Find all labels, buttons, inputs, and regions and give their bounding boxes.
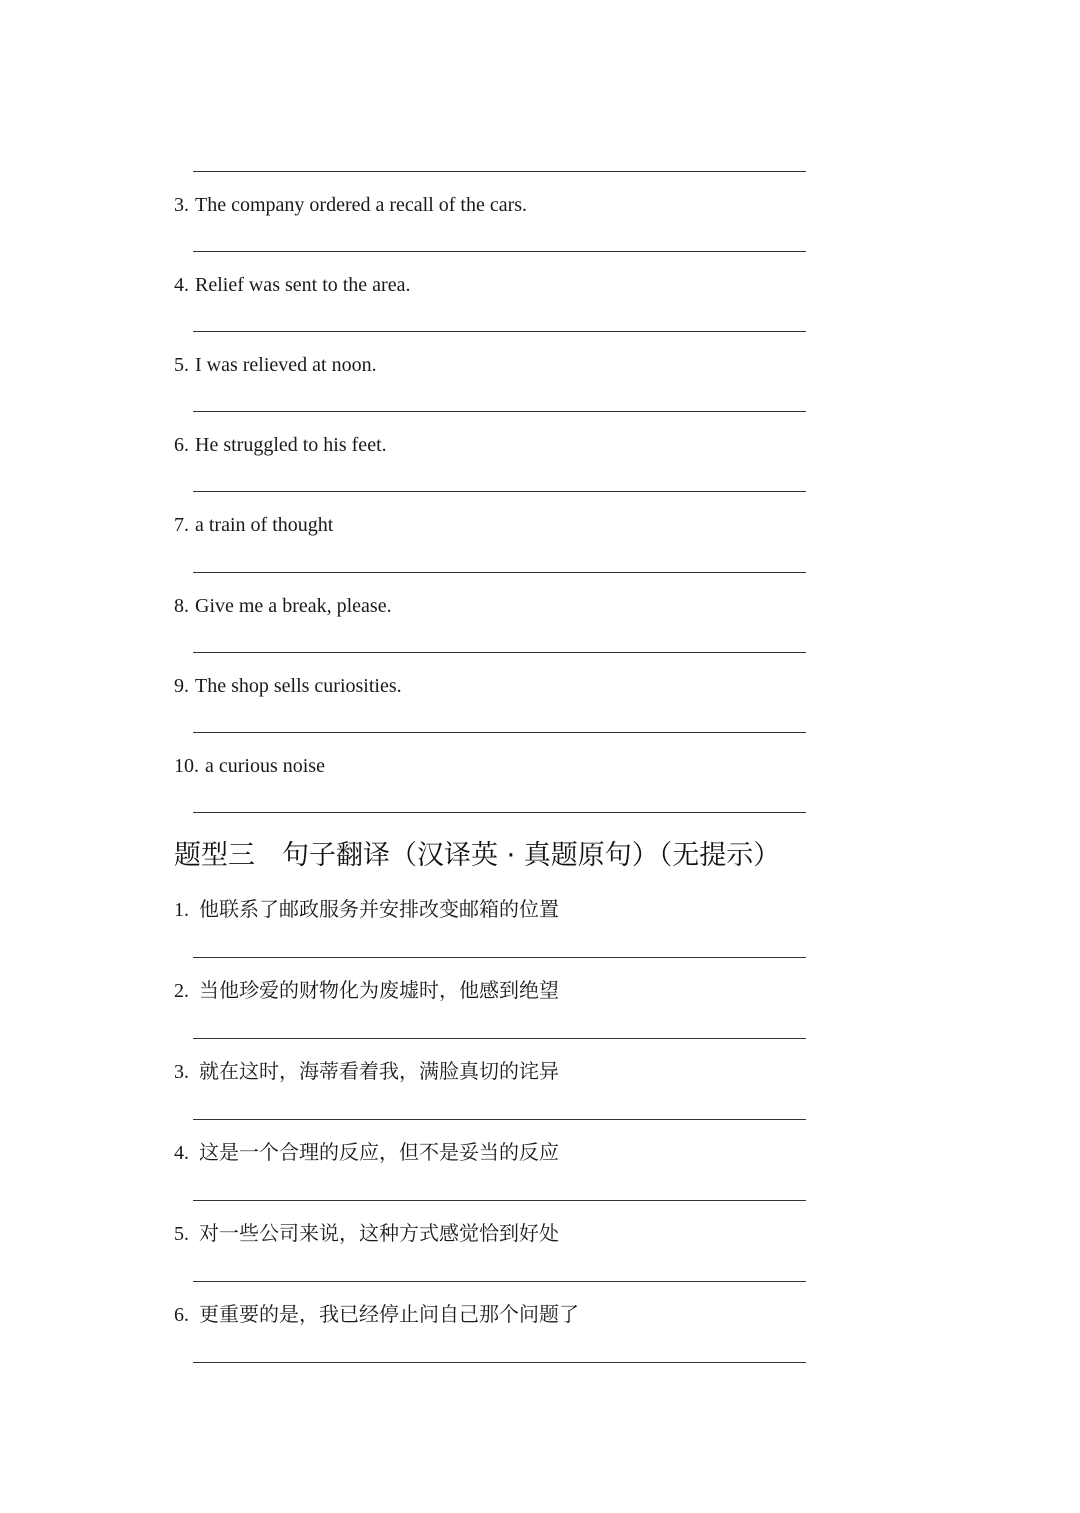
question-text: He struggled to his feet. bbox=[195, 434, 387, 456]
question-number: 8. bbox=[174, 595, 189, 617]
question-text: 对一些公司来说，这种方式感觉恰到好处 bbox=[199, 1221, 559, 1245]
question-text: a train of thought bbox=[195, 514, 334, 536]
question-number: 2. bbox=[174, 980, 189, 1002]
question-number: 6. bbox=[174, 1304, 189, 1326]
answer-line bbox=[193, 171, 806, 172]
question-text: a curious noise bbox=[205, 755, 325, 777]
question-number: 4. bbox=[174, 274, 189, 296]
question-number: 4. bbox=[174, 1142, 189, 1164]
answer-line bbox=[193, 652, 806, 653]
answer-line bbox=[193, 411, 806, 412]
question-text: I was relieved at noon. bbox=[195, 354, 377, 376]
question-text: The shop sells curiosities. bbox=[195, 675, 402, 697]
question-text: 这是一个合理的反应，但不是妥当的反应 bbox=[199, 1140, 559, 1164]
section-title: 题型三 句子翻译（汉译英 · 真题原句）（无提示） bbox=[174, 840, 781, 871]
answer-line bbox=[193, 1362, 806, 1363]
question-number: 10. bbox=[174, 755, 199, 777]
question-item bbox=[174, 897, 559, 922]
answer-line bbox=[193, 331, 806, 332]
question-item bbox=[174, 1059, 559, 1084]
question-text: Give me a break, please. bbox=[195, 595, 392, 617]
answer-line bbox=[193, 812, 806, 813]
question-item bbox=[174, 754, 325, 778]
answer-line bbox=[193, 1200, 806, 1201]
question-item bbox=[174, 273, 410, 297]
question-item bbox=[174, 1140, 559, 1165]
answer-line bbox=[193, 572, 806, 573]
question-number: 7. bbox=[174, 514, 189, 536]
question-number: 1. bbox=[174, 899, 189, 921]
question-item bbox=[174, 353, 377, 377]
question-number: 5. bbox=[174, 354, 189, 376]
question-number: 9. bbox=[174, 675, 189, 697]
question-number: 3. bbox=[174, 1061, 189, 1083]
answer-line bbox=[193, 491, 806, 492]
question-item bbox=[174, 1221, 559, 1246]
question-item bbox=[174, 674, 402, 698]
question-item bbox=[174, 433, 387, 457]
answer-line bbox=[193, 251, 806, 252]
question-text: 更重要的是，我已经停止问自己那个问题了 bbox=[199, 1302, 579, 1326]
question-number: 5. bbox=[174, 1223, 189, 1245]
question-text: 当他珍爱的财物化为废墟时，他感到绝望 bbox=[199, 978, 559, 1002]
question-text: Relief was sent to the area. bbox=[195, 274, 411, 296]
question-text: 他联系了邮政服务并安排改变邮箱的位置 bbox=[199, 897, 559, 921]
question-item bbox=[174, 594, 392, 618]
answer-line bbox=[193, 1119, 806, 1120]
answer-line bbox=[193, 957, 806, 958]
answer-line bbox=[193, 1281, 806, 1282]
question-text: The company ordered a recall of the cars. bbox=[195, 194, 528, 216]
answer-line bbox=[193, 1038, 806, 1039]
question-item bbox=[174, 978, 559, 1003]
question-item bbox=[174, 193, 527, 217]
answer-line bbox=[193, 732, 806, 733]
question-text: 就在这时，海蒂看着我，满脸真切的诧异 bbox=[199, 1059, 559, 1083]
question-number: 3. bbox=[174, 194, 189, 216]
question-item bbox=[174, 1302, 579, 1327]
question-number: 6. bbox=[174, 434, 189, 456]
question-item bbox=[174, 513, 333, 537]
